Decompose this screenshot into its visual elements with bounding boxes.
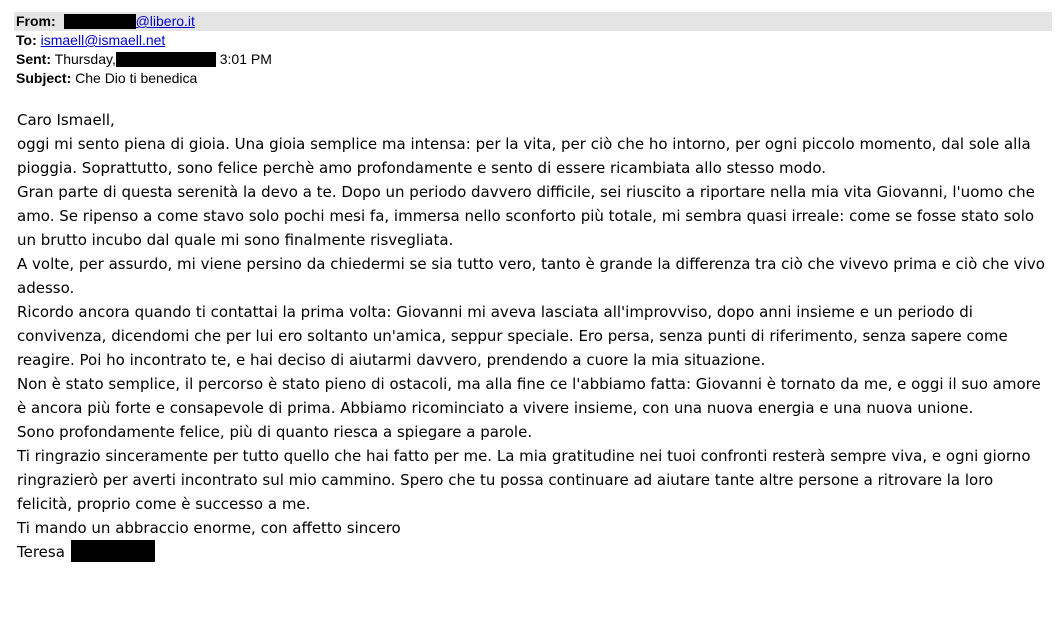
subject-label: Subject: [16,70,72,86]
paragraph-4: Ricordo ancora quando ti contattai la prima volta: Giovanni mi aveva lasciata all'improvviso, dopo anni insieme e un periodo di convivenza, dicendomi che per lui ero soltanto un'amica, seppur speciale. Ero persa, senza punti di riferimento, senza sapere come reagire. Poi ho incontrato te, e hai deciso di aiutarmi davvero, prendendo a cuore la mia situazione. [17,303,1008,369]
email-header [16,12,1052,88]
paragraph-6: Sono profondamente felice, più di quanto riesca a spiegare a parole. [17,423,533,441]
redacted-surname [71,540,155,562]
sent-time: 3:01 PM [219,51,272,67]
sent-row [16,50,1052,69]
subject-value: Che Dio ti benedica [75,70,198,86]
paragraph-1: oggi mi sento piena di gioia. Una gioia semplice ma intensa: per la vita, per ciò che ho intorno, per ogni piccolo momento, dal sole alla pioggia. Soprattutto, sono felice perchè amo profondamente e sento di essere ricambiata allo stesso modo. [17,135,1031,177]
signature-name: Teresa [17,543,65,561]
sent-label: Sent: [16,51,51,67]
from-row [14,12,1052,31]
to-address-link[interactable]: ismaell@ismaell.net [40,32,166,48]
paragraph-3: A volte, per assurdo, mi viene persino da chiedermi se sia tutto vero, tanto è grande la differenza tra ciò che vivevo prima e ciò che vivo adesso. [17,255,1045,297]
subject-row [16,69,1052,88]
signature-line [17,540,1053,564]
paragraph-8: Ti mando un abbraccio enorme, con affetto sincero [17,519,401,537]
from-address-link[interactable]: @libero.it [135,13,195,29]
to-row [16,31,1052,50]
to-label: To: [16,32,37,48]
redacted-sender-name [64,14,136,29]
redacted-sent-date [116,52,216,67]
paragraph-2: Gran parte di questa serenità la devo a te. Dopo un periodo davvero difficile, sei riuscito a riportare nella mia vita Giovanni, l'uomo che amo. Se ripenso a come stavo solo pochi mesi fa, immersa nello sconforto più totale, mi sembra quasi irreale: come se fosse stato solo un brutto incubo dal quale mi sono finalmente risvegliata. [17,183,1035,249]
paragraph-5: Non è stato semplice, il percorso è stato pieno di ostacoli, ma alla fine ce l'abbiamo fatta: Giovanni è tornato da me, e oggi il suo amore è ancora più forte e consapevole di prima. Abbiamo ricominciato a vivere insieme, con una nuova energia e una nuova unione. [17,375,1041,417]
from-label: From: [16,13,56,29]
sent-day: Thursday, [54,51,116,67]
message-body [17,108,1053,564]
greeting: Caro Ismaell, [17,111,115,129]
paragraph-7: Ti ringrazio sinceramente per tutto quello che hai fatto per me. La mia gratitudine nei tuoi confronti resterà sempre viva, e ogni giorno ringrazierò per averti incontrato sul mio cammino. Spero che tu possa continuare ad aiutare tante altre persone a ritrovare la loro felicità, proprio come è successo a me. [17,447,1031,513]
